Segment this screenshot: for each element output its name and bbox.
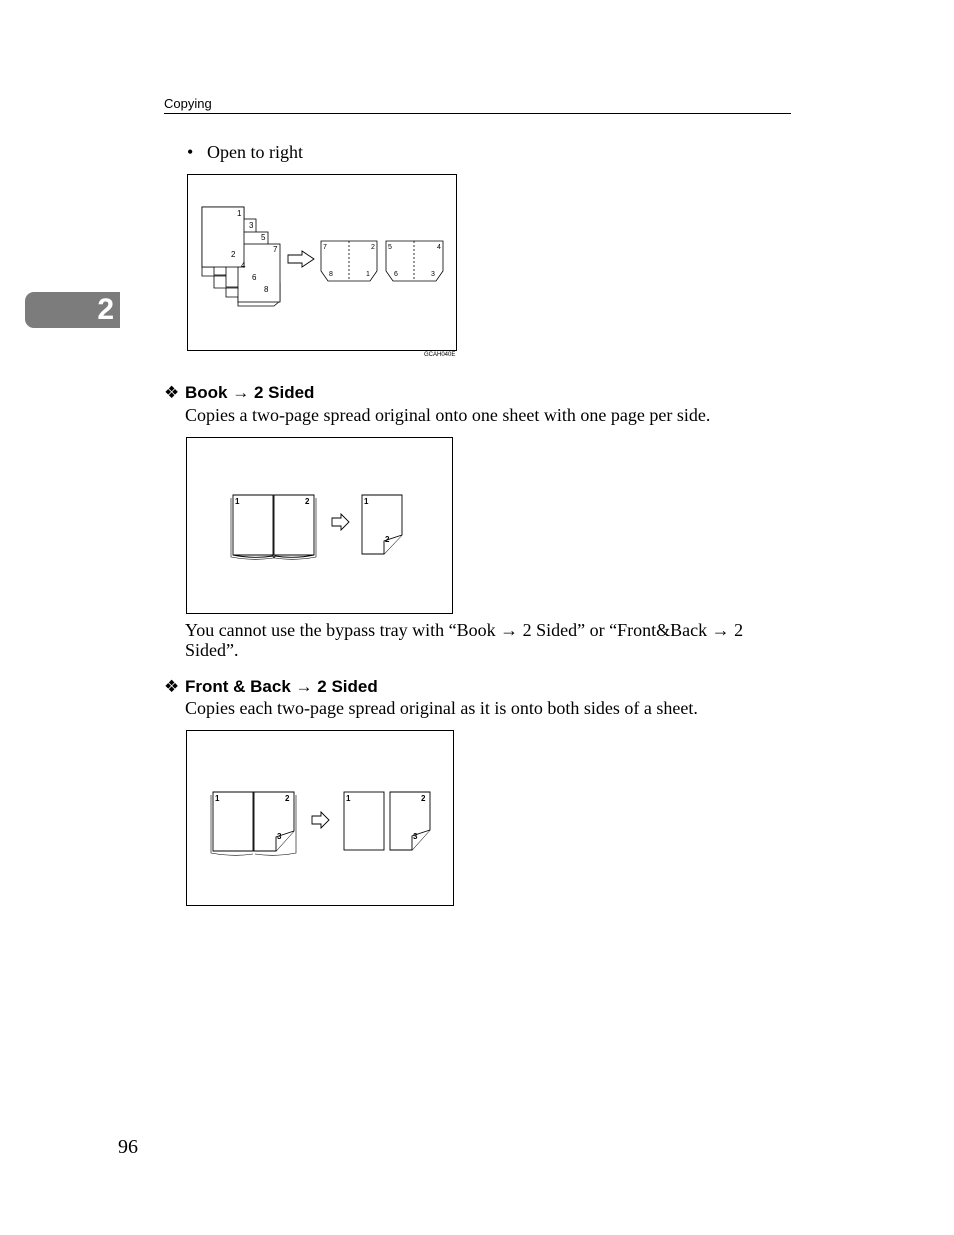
spread-b-num-0: 5 (388, 244, 392, 251)
chapter-tab (25, 292, 120, 328)
arrow-icon (288, 251, 314, 267)
stack-num-8: 8 (264, 285, 269, 294)
fb-sheet-b-num-2: 2 (421, 794, 426, 803)
spread-a-num-3: 1 (366, 271, 370, 278)
heading-left: Front & Back (185, 677, 291, 696)
diamond-icon: ❖ (164, 383, 180, 402)
figure-book-2sided (186, 437, 453, 614)
spread-b-num-2: 6 (394, 271, 398, 278)
fb-book-page-num-1: 1 (215, 794, 220, 803)
book-2sided-illustration (187, 438, 452, 613)
fb-book-page-num-3: 3 (277, 832, 282, 841)
open-right-bullet (187, 141, 303, 163)
open-right-illustration (188, 175, 456, 350)
spread-b-num-3: 3 (431, 271, 435, 278)
stack-num-4: 4 (241, 261, 246, 270)
stack-num-2: 2 (231, 250, 236, 259)
fb-sheet-a-num-1: 1 (346, 794, 351, 803)
spread-b-num-1: 4 (437, 244, 441, 251)
heading-left: Book (185, 383, 228, 402)
spread-a-num-2: 8 (329, 271, 333, 278)
stack-num-7: 7 (273, 245, 278, 254)
section-frontback-2sided-heading (164, 677, 378, 697)
result-page-num-2: 2 (385, 535, 390, 544)
stack-num-1: 1 (237, 209, 242, 218)
arrow-icon (312, 812, 329, 828)
figure-code: GCAH040E (424, 352, 456, 358)
result-page-num-1: 1 (364, 497, 369, 506)
bypass-tray-note: You cannot use the bypass tray with “Book → 2 Sided” or “Front&Back → 2 Sided”. (185, 620, 744, 660)
book-page-num-2: 2 (305, 497, 310, 506)
stack-num-6: 6 (252, 273, 257, 282)
spread-a-num-1: 2 (371, 244, 375, 251)
running-header (164, 96, 791, 114)
page-number: 96 (118, 1136, 138, 1158)
book-2sided-description: Copies a two-page spread original onto one sheet with one page per side. (185, 405, 711, 425)
fb-sheet-b-num-3: 3 (413, 832, 418, 841)
book-page-num-1: 1 (235, 497, 240, 506)
frontback-2sided-illustration (187, 731, 453, 905)
arrow-icon (332, 514, 349, 530)
heading-arrow: → (295, 677, 313, 696)
frontback-2sided-description: Copies each two-page spread original as it is onto both sides of a sheet. (185, 698, 698, 718)
heading-right: 2 Sided (253, 383, 315, 402)
stack-num-5: 5 (261, 233, 266, 242)
open-right-label: Open to right (207, 142, 303, 162)
heading-arrow: → (232, 383, 250, 402)
heading-right: 2 Sided (317, 677, 378, 696)
chapter-number: 2 (97, 293, 114, 326)
figure-frontback-2sided (186, 730, 454, 906)
section-book-2sided-heading (164, 383, 314, 403)
running-title: Copying (164, 96, 212, 111)
figure-open-right (187, 174, 457, 351)
stack-num-3: 3 (249, 221, 254, 230)
diamond-icon: ❖ (164, 677, 180, 696)
bullet-dot: • (187, 142, 194, 162)
spread-a-num-0: 7 (323, 244, 327, 251)
fb-book-page-num-2: 2 (285, 794, 290, 803)
